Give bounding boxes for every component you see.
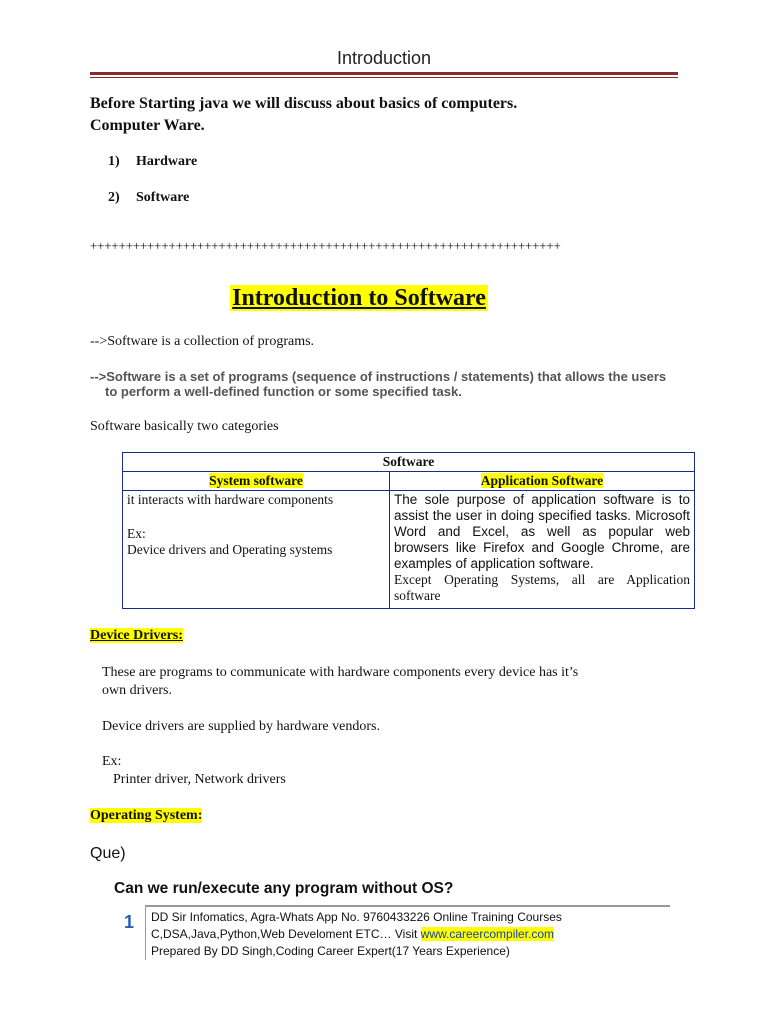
system-software-header: System software [209,473,303,488]
footer-divider [145,905,146,960]
footer-line-3: Prepared By DD Singh,Coding Career Expert(17 Years Experience) [151,944,510,958]
device-drivers-heading [90,628,183,644]
device-drivers-line-1: These are programs to communicate with hardware components every device has it’s [102,665,579,680]
system-description: it interacts with hardware components [127,492,334,507]
device-drivers-examples: Printer driver, Network drivers [113,772,286,787]
paragraph-software-definition-1: -->Software is a set of programs (sequence of instructions / statements) that allows the users [90,369,667,384]
intro-line-1: Before Starting java we will discuss about basics of computers. [90,95,518,112]
application-software-header: Application Software [480,473,604,488]
footer-line-2-prefix: C,DSA,Java,Python,Web Develoment ETC… Visit [151,927,421,941]
page-number: 1 [124,912,135,932]
list-number: 1) [108,154,120,169]
page-header-title: Introduction [336,48,432,68]
device-drivers-ex-label: Ex: [102,754,122,769]
list-label: Software [136,190,190,205]
header-rule-thin [90,77,678,78]
software-table [122,452,695,609]
separator-line: ++++++++++++++++++++++++++++++++++++++++++++++++++++++++++++++++++ [90,238,561,253]
operating-system-heading-text: Operating System: [90,808,203,823]
application-note: Except Operating Systems, all are Application software [394,572,690,603]
table-header-application [390,472,695,491]
device-drivers-heading-text: Device Drivers: [90,628,183,643]
table-caption: Software [123,453,695,472]
website-link[interactable]: www.careercompiler.com [420,927,555,941]
device-drivers-vendors: Device drivers are supplied by hardware vendors. [102,719,380,734]
operating-system-heading [90,808,202,824]
paragraph-software-collection: -->Software is a collection of programs. [90,334,315,349]
footer-line-2 [151,926,562,943]
paragraph-software-definition-2: to perform a well-defined function or some specified task. [105,384,462,399]
table-cell-application [390,491,695,609]
application-description: The sole purpose of application software is to assist the user in doing specified tasks. Microsoft Word and Excel, as well as popular web browsers like Firefox and Google Chrome, are examples of application software. [394,492,690,571]
section-title-text: Introduction to Software [232,285,486,311]
list-item-hardware [108,154,197,170]
table-header-system [123,472,390,491]
list-label: Hardware [136,154,198,169]
section-title [0,285,718,312]
system-ex-label: Ex: [127,526,146,541]
list-number: 2) [108,190,120,205]
question-text: Can we run/execute any program without OS? [114,880,454,897]
paragraph-software-categories: Software basically two categories [90,419,279,434]
device-drivers-line-2: own drivers. [102,683,172,698]
table-cell-system [123,491,390,609]
system-examples: Device drivers and Operating systems [127,542,333,557]
footer-line-1: DD Sir Infomatics, Agra-Whats App No. 9760433226 Online Training Courses [151,910,562,924]
footer-rule [145,905,670,907]
list-item-software [108,190,189,206]
footer-text [151,909,562,960]
header-rule-thick [90,72,678,75]
que-label: Que) [90,845,126,862]
intro-line-2: Computer Ware. [90,117,205,134]
